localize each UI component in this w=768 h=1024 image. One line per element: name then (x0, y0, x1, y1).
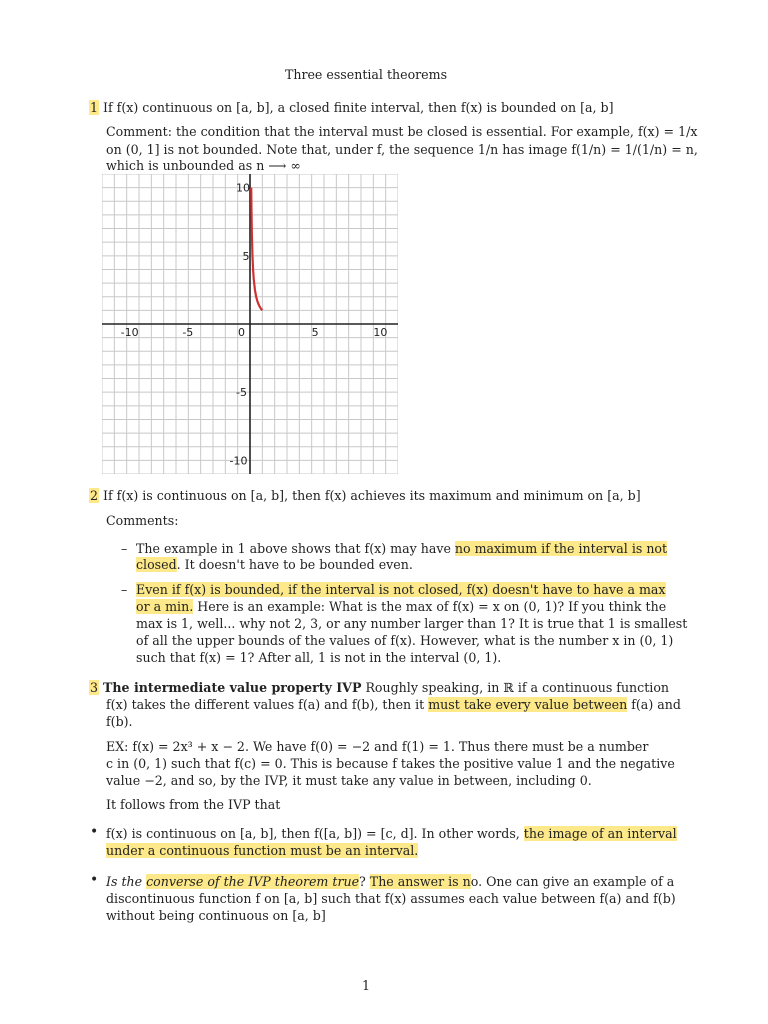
theorem-3-text: f(x) takes the different values f(a) and f(b), then it (106, 697, 429, 712)
theorem-3-heading: The intermediate value property IVP (103, 680, 362, 695)
bullet-dot-icon: • (90, 872, 99, 888)
bullet-2-highlight: converse of the IVP theorem true (146, 874, 360, 889)
example-line-1: EX: f(x) = 2x³ + x − 2. We have f(0) = −2 and f(1) = 1. Thus there must be a number (106, 739, 649, 754)
bullet-dot-icon: • (90, 824, 99, 840)
theorem-2-statement: If f(x) is continuous on [a, b], then f(x) achieves its maximum and minimum on [a, b] (103, 488, 641, 503)
y-tick-label: -5 (236, 386, 247, 400)
theorem-3-line-2 (106, 697, 681, 713)
item-1-highlight: no maximum if the interval is not (454, 541, 668, 556)
bullet-1-highlight-2: under a continuous function must be an interval. (106, 843, 419, 858)
theorem-2-item-2-line-1 (136, 582, 666, 598)
theorem-2-item-2-line-2 (136, 599, 666, 615)
page-number: 1 (361, 978, 370, 993)
x-tick-label: -10 (120, 326, 139, 339)
theorem-2-item-2-line-3: max is 1, well... why not 2, 3, or any number larger than 1? It is true that 1 is smallest (136, 616, 688, 631)
theorem-2-number: 2 (90, 488, 99, 503)
bullet-1-highlight: the image of an interval (523, 826, 677, 841)
ivp-bullet-1-line-1 (106, 826, 677, 842)
x-tick-label: 0 (238, 326, 245, 339)
theorem-3 (89, 680, 669, 696)
bullet-2-question-mark: ? (359, 874, 370, 889)
y-tick-label: 10 (236, 181, 250, 195)
theorem-3-highlight: must take every value between (428, 697, 628, 712)
theorem-2-item-2-line-5: such that f(x) = 1? After all, 1 is not in the interval (0, 1). (136, 650, 502, 665)
example-line-3: value −2, and so, by the IVP, it must take any value in between, including 0. (106, 773, 592, 788)
bullet-2-highlight-2: The answer is n (369, 874, 471, 889)
page-title: Three essential theorems (284, 67, 448, 82)
x-tick-label: 10 (373, 326, 388, 339)
ivp-bullet-2-line-2: discontinuous function f on [a, b] such that f(x) assumes each value between f(a) and f(b) (106, 891, 676, 906)
bullet-2-text: Is the (106, 874, 147, 889)
follows-line: It follows from the IVP that (106, 797, 281, 812)
theorem-1-number: 1 (90, 100, 99, 115)
example-line-2: c in (0, 1) such that f(c) = 0. This is because f takes the positive value 1 and the negative (106, 756, 675, 771)
function-graph (102, 174, 398, 474)
item-2-highlight: Even if f(x) is bounded, if the interval is not closed, f(x) doesn't have to have a max (136, 582, 666, 597)
dash-bullet-icon: – (121, 582, 128, 597)
theorem-2-item-1-line-1 (136, 541, 667, 557)
ivp-bullet-2-line-3: without being continuous on [a, b] (106, 908, 326, 923)
item-1-text-2: . It doesn't have to be bounded even. (176, 557, 413, 572)
theorem-2 (89, 488, 641, 504)
theorem-1-comment-line-2: on (0, 1] is not bounded. Note that, under f, the sequence 1/n has image f(1/n) = 1/(1/n) = n, (106, 142, 698, 157)
theorem-1-comment-line-1: Comment: the condition that the interval must be closed is essential. For example, f(x) = 1/x (106, 124, 698, 139)
theorem-2-item-2-line-4: of all the upper bounds of the values of f(x). However, what is the number x in (0, 1) (136, 633, 674, 648)
theorem-3-line-3: f(b). (106, 714, 133, 729)
theorem-2-item-1-line-2 (136, 557, 413, 573)
ivp-bullet-2-line-1 (106, 874, 674, 890)
item-1-highlight-2: closed (136, 557, 177, 572)
theorem-3-line-1: Roughly speaking, in ℝ if a continuous function (361, 680, 670, 695)
curve-1-over-x (251, 188, 262, 311)
dash-bullet-icon: – (121, 541, 128, 556)
item-2-highlight-2: or a min. (136, 599, 194, 614)
bullet-2-text-2: o. One can give an example of a (470, 874, 675, 889)
item-1-text: The example in 1 above shows that f(x) may have (136, 541, 455, 556)
comments-label: Comments: (106, 513, 179, 528)
bullet-1-text: f(x) is continuous on [a, b], then f([a, b]) = [c, d]. In other words, (106, 826, 524, 841)
item-2-text: Here is an example: What is the max of f(x) = x on (0, 1)? If you think the (193, 599, 667, 614)
theorem-1 (89, 100, 614, 116)
theorem-1-statement: If f(x) continuous on [a, b], a closed finite interval, then f(x) is bounded on [a, b] (103, 100, 614, 115)
theorem-3-text-2: f(a) and (627, 697, 681, 712)
ivp-bullet-1-line-2 (106, 843, 418, 859)
theorem-3-number: 3 (90, 680, 99, 695)
x-tick-label: 5 (311, 326, 319, 339)
theorem-1-comment-line-3: which is unbounded as n ⟶ ∞ (106, 158, 301, 173)
x-tick-label: -5 (182, 326, 194, 339)
y-tick-label: 5 (242, 249, 250, 263)
y-tick-label: -10 (229, 454, 248, 468)
